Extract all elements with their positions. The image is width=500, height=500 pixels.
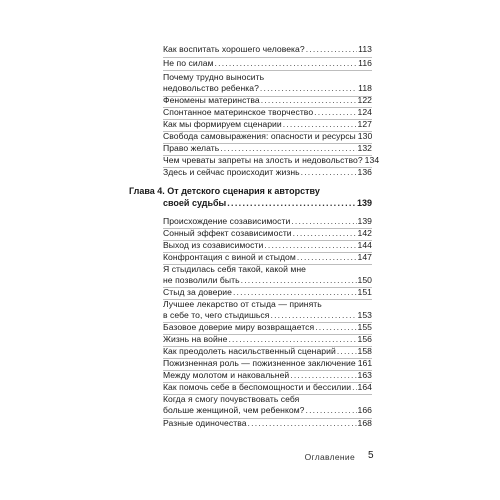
- toc-entry-page: 134: [364, 155, 380, 165]
- toc-entry[interactable]: [163, 322, 372, 333]
- leader-dots: [297, 252, 357, 263]
- toc-entry-page: 151: [357, 287, 372, 297]
- toc-entry-page: 139: [357, 216, 372, 226]
- toc-entry[interactable]: [163, 370, 372, 381]
- leader-dots: [248, 418, 357, 429]
- toc-entry-title: Стыд за доверие: [163, 287, 232, 297]
- toc-entry-page: 147: [357, 252, 372, 262]
- toc-entry[interactable]: [163, 167, 372, 178]
- toc-entry[interactable]: [163, 95, 372, 106]
- toc-entry[interactable]: [163, 299, 372, 321]
- leader-dots: [337, 346, 357, 357]
- toc-entry-title: Конфронтация с виной и стыдом: [163, 252, 296, 262]
- toc-entry-page: 164: [357, 382, 372, 392]
- toc-entry-page: 168: [357, 418, 372, 428]
- running-footer-section: Оглавление: [304, 452, 355, 462]
- toc-entry-title: Свобода самовыражения: опасности и ресурсы: [163, 131, 356, 141]
- toc-entry-title-line1: Лучшее лекарство от стыда — принять: [163, 299, 322, 309]
- leader-dots: [306, 44, 357, 55]
- toc-entry[interactable]: [163, 119, 372, 130]
- toc-entry[interactable]: [163, 216, 372, 227]
- leader-dots: [215, 58, 358, 69]
- toc-entry-title: Жизнь на войне: [163, 334, 228, 344]
- toc-entry-page: 124: [357, 107, 372, 117]
- toc-entry[interactable]: [163, 107, 372, 118]
- chapter-title-line2: своей судьбы: [163, 198, 227, 208]
- leader-dots: [227, 197, 356, 209]
- toc-entry-title: Как помочь себе в беспомощности и бессилии: [163, 382, 352, 392]
- toc-entry-page: 142: [357, 228, 372, 238]
- toc-entry-title: Базовое доверие миру возвращается: [163, 322, 315, 332]
- toc-entry-title-line1: Я стыдилась себя такой, какой мне: [163, 264, 306, 274]
- toc-entry[interactable]: [163, 131, 372, 142]
- toc-entry[interactable]: [163, 228, 372, 239]
- toc-entry-title: Сонный эффект созависимости: [163, 228, 292, 238]
- toc-entry[interactable]: [163, 252, 372, 263]
- leader-dots: [283, 119, 357, 130]
- toc-entry-page: 127: [357, 119, 372, 129]
- leader-dots: [291, 216, 356, 227]
- toc-entry-title-line1: Почему трудно выносить: [163, 72, 265, 82]
- leader-dots: [228, 334, 356, 345]
- toc-entry-page: 153: [357, 310, 372, 320]
- leader-dots: [233, 287, 357, 298]
- toc-entry[interactable]: [163, 264, 372, 286]
- toc-entry[interactable]: [163, 72, 372, 94]
- toc-entry-title: Право желать: [163, 143, 220, 153]
- toc-entry-title: Как воспитать хорошего человека?: [163, 44, 305, 54]
- toc-entry[interactable]: [163, 394, 372, 416]
- divider: [163, 70, 372, 71]
- toc-entry-page: 144: [357, 240, 372, 250]
- chapter-heading[interactable]: [129, 185, 372, 209]
- toc-entry-title-line2: недовольство ребенка?: [163, 83, 259, 93]
- toc-entry-page: 163: [357, 370, 372, 380]
- toc-entry-page: 150: [357, 275, 372, 285]
- toc-entry-title: Не по силам: [163, 58, 214, 68]
- toc-entry-page: 122: [357, 95, 372, 105]
- leader-dots: [290, 370, 356, 381]
- toc-entry[interactable]: [163, 334, 372, 345]
- toc-entry-title: Как мы формируем сценарии: [163, 119, 282, 129]
- toc-entry-page: 155: [357, 322, 372, 332]
- toc-entry-title: Пожизненная роль — пожизненное заключение: [163, 358, 356, 368]
- toc-entry-page: 158: [357, 346, 372, 356]
- leader-dots: [306, 405, 357, 416]
- leader-dots: [264, 240, 356, 251]
- toc-entry-title: Здесь и сейчас происходит жизнь: [163, 167, 300, 177]
- toc-entry-title-line2: не позволили быть: [163, 275, 240, 285]
- chapter-title-line1: Глава 4. От детского сценария к авторству: [129, 186, 320, 196]
- toc-entry-title-line1: Когда я смогу почувствовать себя: [163, 394, 300, 404]
- leader-dots: [260, 83, 357, 94]
- toc-entry[interactable]: [163, 358, 372, 369]
- toc-entry-title: Выход из созависимости: [163, 240, 264, 250]
- toc-entry[interactable]: [163, 418, 372, 429]
- toc-entry[interactable]: [163, 287, 372, 298]
- toc-entry[interactable]: [163, 155, 380, 166]
- leader-dots: [220, 143, 356, 154]
- toc-entry-page: 166: [357, 405, 372, 415]
- leader-dots: [271, 310, 357, 321]
- leader-dots: [241, 275, 357, 286]
- toc-entry-page: 130: [357, 131, 373, 141]
- page-number: 5: [368, 450, 374, 461]
- toc-entry-title-line2: больше женщиной, чем ребенком?: [163, 405, 305, 415]
- toc-entry[interactable]: [163, 346, 372, 357]
- leader-dots: [315, 322, 356, 333]
- toc-entry-page: 161: [357, 358, 373, 368]
- toc-entry-page: 118: [358, 83, 372, 93]
- toc-entry-title: Происхождение созависимости: [163, 216, 291, 226]
- toc-entry-title: Как преодолеть насильственный сценарий: [163, 346, 336, 356]
- toc-entry-page: 132: [357, 143, 372, 153]
- toc-entry[interactable]: [163, 240, 372, 251]
- toc-entry-title: Спонтанное материнское творчество: [163, 107, 314, 117]
- toc-entry-title: Разные одиночества: [163, 418, 247, 428]
- toc-entry-page: 156: [357, 334, 372, 344]
- chapter-page: 139: [356, 198, 372, 208]
- toc-entry[interactable]: [163, 143, 372, 154]
- leader-dots: [314, 107, 356, 118]
- toc-entry-title: Феномены материнства: [163, 95, 260, 105]
- toc-entry[interactable]: [163, 58, 372, 69]
- toc-entry-title: Между молотом и наковальней: [163, 370, 290, 380]
- leader-dots: [301, 167, 357, 178]
- toc-entry[interactable]: [163, 382, 372, 393]
- toc-entry-title-line2: в себе то, чего стыдишься: [163, 310, 270, 320]
- toc-entry-page: 136: [357, 167, 372, 177]
- leader-dots: [261, 95, 357, 106]
- toc-entry[interactable]: [163, 44, 372, 55]
- toc-entry-title: Чем чреваты запреты на злость и недовольство?: [163, 155, 363, 165]
- toc-entry-page: 116: [358, 58, 372, 68]
- toc-entry-page: 113: [358, 44, 372, 54]
- leader-dots: [293, 228, 357, 239]
- leader-dots: [352, 382, 356, 393]
